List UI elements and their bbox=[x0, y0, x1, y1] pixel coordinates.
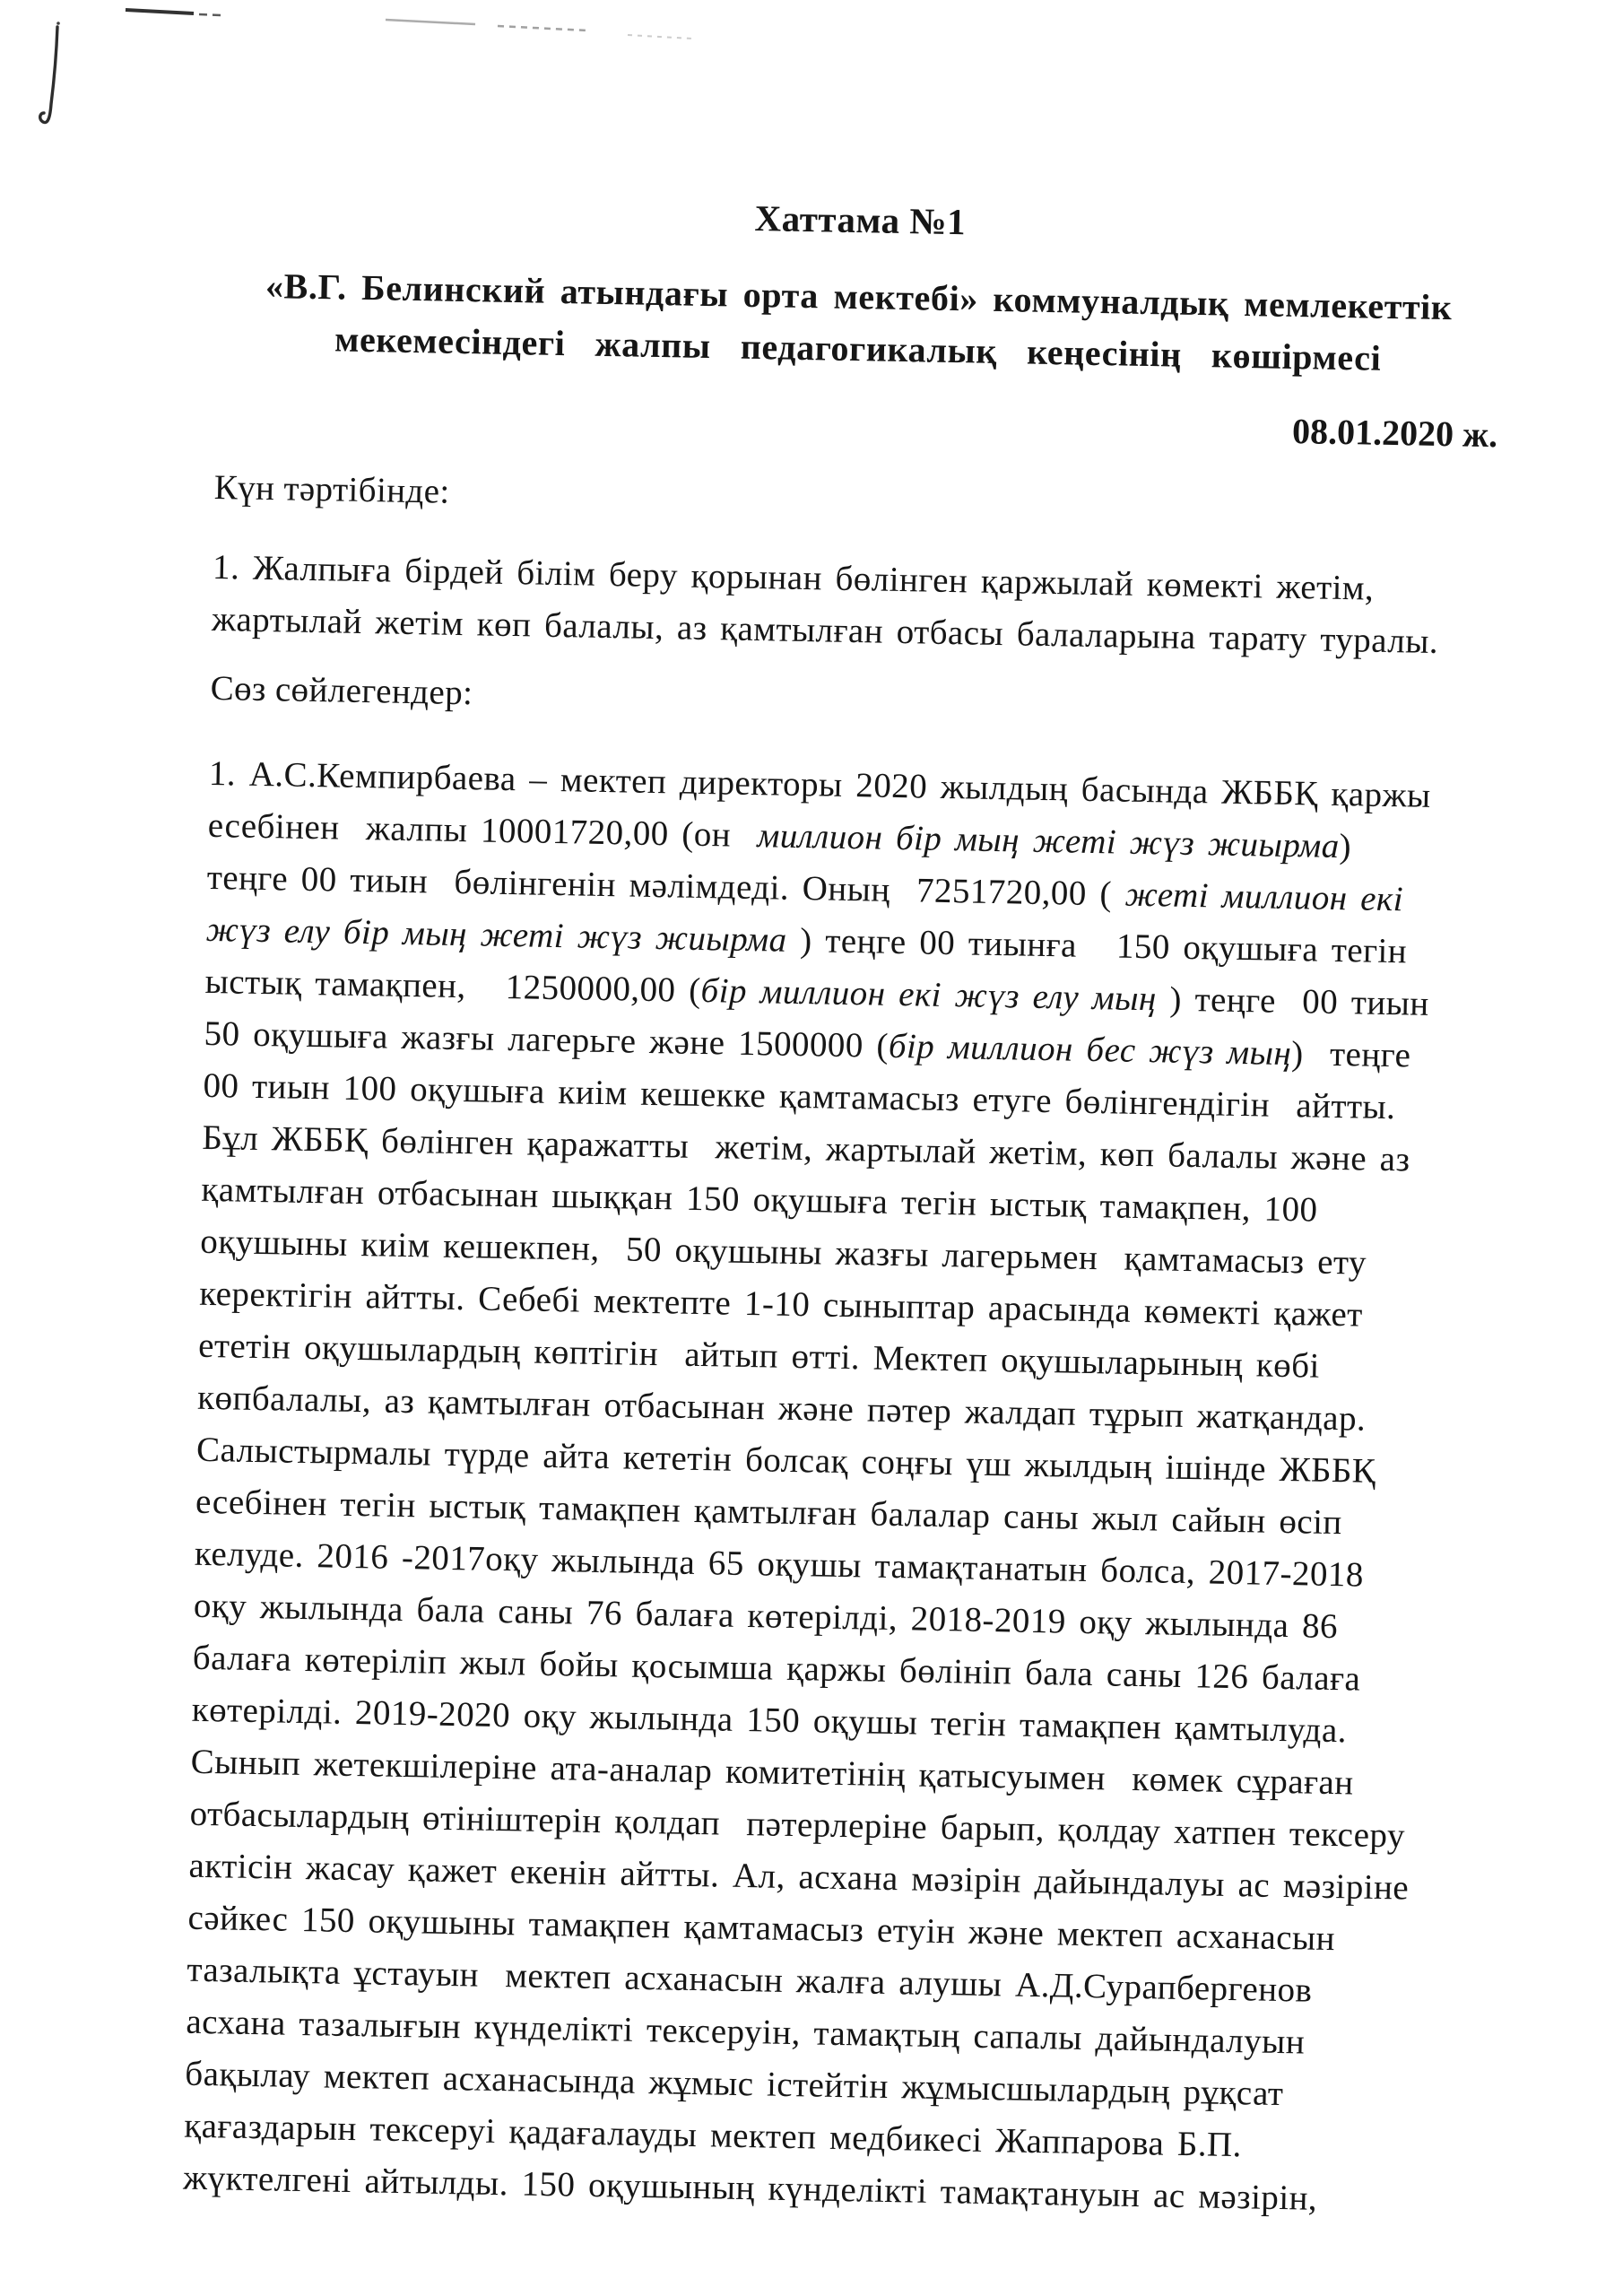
pen-dot-artifact bbox=[56, 22, 60, 25]
scan-line-artifact bbox=[386, 20, 475, 24]
pen-stroke-artifact bbox=[40, 27, 57, 123]
document-title: Хаттама №1 bbox=[754, 196, 967, 243]
text-segment: ыстық тамақпен, 1250000,00 ( bbox=[204, 961, 702, 1010]
text-segment: ) bbox=[1339, 827, 1352, 866]
agenda-label: Күн тәртібінде: bbox=[213, 467, 451, 511]
text-segment: ) теңге 00 тиын bbox=[1156, 979, 1430, 1023]
speech-paragraph bbox=[183, 748, 1492, 2228]
document-heading bbox=[216, 259, 1500, 387]
italic-text-segment: бір миллион бес жүз мың bbox=[888, 1026, 1292, 1074]
text-segment: асхана тазалығын күнделікті тексеруін, тамақтың сапалы дайындалуын bbox=[186, 2002, 1306, 2062]
text-segment: 00 тиын 100 оқушыға киім кешекке қамтамасыз етуге бөлінгендігін айтты. bbox=[203, 1065, 1396, 1127]
agenda-item-paragraph bbox=[212, 542, 1496, 669]
text-segment: балаға көтеріліп жыл бойы қосымша қаржы бөлініп бала саны 126 балаға bbox=[192, 1638, 1361, 1699]
italic-text-segment: жеті миллион екі bbox=[1124, 874, 1404, 919]
document-date: 08.01.2020 ж. bbox=[1291, 410, 1498, 456]
scan-dots-artifact-2 bbox=[628, 35, 692, 39]
text-segment: көтерілді. 2019-2020 оқу жылында 150 оқушы тегін тамақпен қамтылуда. bbox=[191, 1690, 1348, 1751]
scan-dots-artifact bbox=[498, 26, 587, 30]
text-segment: актісін жасау қажет екенін айтты. Ал, асхана мәзірін дайындалуы ас мәзіріне bbox=[188, 1846, 1410, 1908]
text-segment: келуде. 2016 -2017оқу жылында 65 оқушы тамақтанатын болса, 2017-2018 bbox=[194, 1534, 1365, 1595]
text-segment: бақылау мектеп асханасында жұмыс істейтін жұмысшылардың рұқсат bbox=[184, 2054, 1284, 2114]
heading-line-1: «В.Г. Белинский атындағы орта мектебі» коммуналдық мемлекеттік bbox=[265, 265, 1453, 328]
text-segment: көпбалалы, аз қамтылған отбасынан және пәтер жалдап тұрып жатқандар. bbox=[196, 1378, 1367, 1439]
text-segment: Сынып жетекшілеріне ата-аналар комитетінің қатысуымен көмек сұраған bbox=[190, 1742, 1354, 1803]
text-segment: қамтылған отбасынан шыққан 150 оқушыға тегін ыстық тамақпен, 100 bbox=[201, 1170, 1318, 1230]
speakers-label: Сөз сөйлегендер: bbox=[210, 668, 473, 713]
text-segment: 1. Жалпыға бірдей білім беру қорынан бөлінген қаржылай көмекті жетім, bbox=[212, 547, 1375, 608]
text-segment: тазалықта ұстауын мектеп асханасын жалға алушы А.Д.Сурапбергенов bbox=[187, 1950, 1313, 2010]
text-segment: 50 оқушыға жазғы лагерьге және 1500000 ( bbox=[204, 1013, 890, 1065]
text-segment: есебінен жалпы 10001720,00 (он bbox=[207, 805, 758, 856]
text-segment: Бұл ЖББҚ бөлінген қаражатты жетім, жартылай жетім, көп балалы және аз bbox=[202, 1118, 1410, 1179]
text-segment: керектігін айтты. Себебі мектепте 1-10 сыныптар арасында көмекті қажет bbox=[198, 1274, 1364, 1335]
text-segment: есебінен тегін ыстық тамақпен қамтылған балалар саны жыл сайын өсіп bbox=[195, 1482, 1343, 1543]
text-segment: оқу жылында бала саны 76 балаға көтерілді, 2018-2019 оқу жылында 86 bbox=[193, 1586, 1339, 1647]
text-segment: жартылай жетім көп балалы, аз қамтылған отбасы балаларына тарату туралы. bbox=[211, 599, 1439, 661]
text-segment: ) теңге 00 тиынға 150 оқушыға тегін bbox=[786, 920, 1408, 971]
scan-dash-artifact bbox=[126, 10, 194, 13]
italic-text-segment: бір миллион екі жүз елу мың bbox=[700, 970, 1158, 1019]
text-segment: қағаздарын тексеруі қадағалауды мектеп медбикесі Жаппарова Б.П. bbox=[183, 2106, 1243, 2165]
text-segment: ететін оқушылардың көптігін айтып өтті. Мектеп оқушыларының көбі bbox=[197, 1326, 1321, 1386]
text-segment: сәйкес 150 оқушыны тамақпен қамтамасыз етуін және мектеп асханасын bbox=[187, 1898, 1336, 1959]
text-segment: Салыстырмалы түрде айта кететін болсақ соңғы үш жылдың ішінде ЖББҚ bbox=[195, 1430, 1376, 1491]
text-segment: ) теңге bbox=[1290, 1034, 1411, 1075]
text-segment: оқушыны киім кешекпен, 50 оқушыны жазғы лагерьмен қамтамасыз ету bbox=[199, 1222, 1367, 1283]
scan-dash-tail-artifact bbox=[199, 14, 221, 15]
text-segment: жүктелгені айтылды. 150 оқушының күнделікті тамақтануын ас мәзірін, bbox=[182, 2158, 1318, 2218]
italic-text-segment: миллион бір мың жеті жүз жиырма bbox=[757, 816, 1341, 866]
text-segment: отбасылардың өтініштерін қолдап пәтерлеріне барып, қолдау хатпен тексеру bbox=[189, 1794, 1406, 1856]
heading-line-2: мекемесіндегі жалпы педагогикалық кеңесінің көшірмесі bbox=[334, 318, 1382, 378]
text-segment: теңге 00 тиын бөлінгенін мәлімдеді. Оның 7251720,00 ( bbox=[206, 857, 1126, 914]
text-segment: 1. А.С.Кемпирбаева – мектеп директоры 2020 жылдың басында ЖББҚ қаржы bbox=[208, 753, 1432, 815]
document-content bbox=[183, 184, 1502, 2228]
italic-text-segment: жүз елу бір мың жеті жүз жиырма bbox=[205, 909, 787, 960]
